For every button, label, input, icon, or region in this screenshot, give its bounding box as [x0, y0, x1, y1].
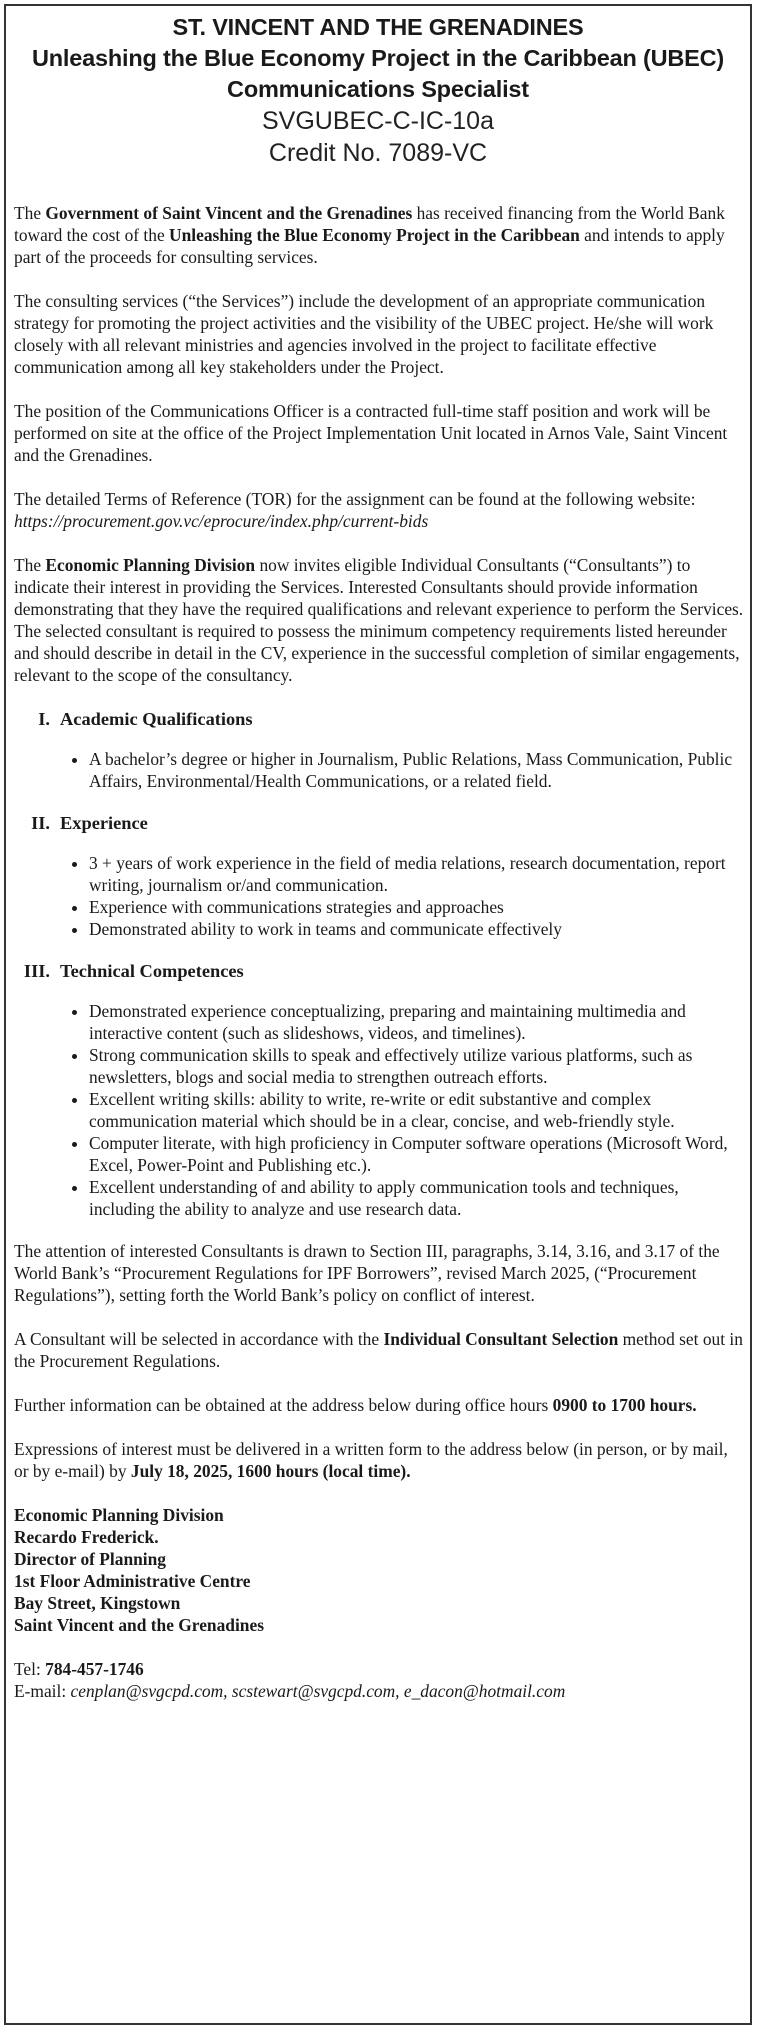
office-hours-paragraph: Further information can be obtained at the address below during office hours 0900 to 1700 hours. [14, 1395, 697, 1415]
position-paragraph: The position of the Communications Officer is a contracted full-time staff position and work will be performed on site at the office of the Project Implementation Unit located in Arnos Vale, Saint Vincent and the Grenadines. [14, 401, 728, 465]
list-item: • 3 + years of work experience in the field of media relations, research documentation, report writing, journalism or/and communication. [89, 852, 746, 896]
deadline: July 18, 2025, 1600 hours (local time). [130, 1461, 411, 1481]
email-line: E-mail: cenplan@svgcpd.com, scstewart@svgcpd.com, e_dacon@hotmail.com [14, 1681, 566, 1701]
address-line: 1st Floor Administrative Centre [14, 1571, 251, 1591]
list-item: • Excellent understanding of and ability to apply communication tools and techniques, including the ability to analyze and use research data. [89, 1176, 746, 1220]
list-item: • Experience with communications strategies and approaches [89, 896, 746, 918]
address-line: Economic Planning Division [14, 1505, 224, 1525]
list-item: • Strong communication skills to speak and effectively utilize various platforms, such as newsletters, blogs and social media to strengthen outreach efforts. [89, 1044, 746, 1088]
competence-list [14, 1000, 746, 1220]
conflict-paragraph: The attention of interested Consultants is drawn to Section III, paragraphs, 3.14, 3.16, and 3.17 of the World Bank’s “Procurement Regulations for IPF Borrowers”, revised March 2025, (“Procurement Regulations”), setting forth the World Bank’s policy on conflict of interest. [14, 1241, 720, 1305]
body-content [10, 202, 750, 1702]
intro-paragraph: The Government of Saint Vincent and the Grenadines has received financing from the World Bank toward the cost of the Unleashing the Blue Economy Project in the Caribbean and intends to apply part of the proceeds for consulting services. [14, 203, 725, 267]
address-line: Director of Planning [14, 1549, 166, 1569]
section-heading: II. Experience [31, 813, 148, 833]
header [6, 6, 750, 169]
reference-number: SVGUBEC-C-IC-10a [262, 107, 494, 135]
advertisement-frame [4, 4, 752, 2025]
address-block [14, 1504, 746, 1636]
list-item: • Demonstrated ability to work in teams and communicate effectively [89, 918, 746, 940]
section-technical [14, 960, 746, 1220]
section-academic [14, 708, 746, 792]
services-paragraph: The consulting services (“the Services”) include the development of an appropriate communication strategy for promoting the project activities and the visibility of the UBEC project. He/she will work closely with all relevant ministries and agencies involved in the project to facilitate effective communication among all key stakeholders under the Project. [14, 291, 714, 377]
email-addresses[interactable]: cenplan@svgcpd.com, scstewart@svgcpd.com, e_dacon@hotmail.com [70, 1681, 566, 1701]
address-line: Bay Street, Kingstown [14, 1593, 181, 1613]
invitation-paragraph: The Economic Planning Division now invites eligible Individual Consultants (“Consultants”) to indicate their interest in providing the Services. Interested Consultants should provide information demonstrating that they have the required qualifications and relevant experience to perform the Services. The selected consultant is required to possess the minimum competency requirements listed hereunder and should describe in detail in the CV, experience in the successful completion of similar engagements, relevant to the scope of the consultancy. [14, 555, 744, 685]
selection-paragraph: A Consultant will be selected in accordance with the Individual Consultant Selection method set out in the Procurement Regulations. [14, 1329, 743, 1371]
section-heading: III. Technical Competences [23, 961, 244, 981]
list-item: • Excellent writing skills: ability to write, re-write or edit substantive and complex communication material which should be in a clear, concise, and web-friendly style. [89, 1088, 746, 1132]
list-item: • Demonstrated experience conceptualizing, preparing and maintaining multimedia and interactive content (such as slideshows, videos, and timelines). [89, 1000, 746, 1044]
address-line: Saint Vincent and the Grenadines [14, 1615, 264, 1635]
contact-block [14, 1658, 746, 1702]
selection-method: Individual Consultant Selection [383, 1329, 619, 1349]
tor-link[interactable]: https://procurement.gov.vc/eprocure/index.php/current-bids [14, 511, 429, 531]
experience-list [14, 852, 746, 940]
section-heading: I. Academic Qualifications [38, 709, 253, 729]
list-item: • Computer literate, with high proficiency in Computer software operations (Microsoft Word, Excel, Power-Point and Publishing etc.). [89, 1132, 746, 1176]
position-title: Communications Specialist [227, 76, 529, 102]
deadline-paragraph: Expressions of interest must be delivered in a written form to the address below (in person, or by mail, or by e-mail) by July 18, 2025, 1600 hours (local time). [14, 1439, 728, 1481]
office-hours: 0900 to 1700 hours. [552, 1395, 697, 1415]
division-name: Economic Planning Division [45, 555, 256, 575]
government-name: Government of Saint Vincent and the Grenadines [45, 203, 413, 223]
qualification-list [14, 748, 746, 792]
telephone-line: Tel: 784-457-1746 [14, 1659, 144, 1679]
section-experience [14, 812, 746, 940]
address-line: Recardo Frederick. [14, 1527, 159, 1547]
project-name: Unleashing the Blue Economy Project in the Caribbean [169, 225, 580, 245]
project-title: Unleashing the Blue Economy Project in the Caribbean (UBEC) [32, 45, 724, 71]
list-item: • A bachelor’s degree or higher in Journalism, Public Relations, Mass Communication, Public Affairs, Environmental/Health Communications, or a related field. [89, 748, 746, 792]
credit-number: Credit No. 7089-VC [268, 139, 488, 167]
telephone-number[interactable]: 784-457-1746 [45, 1659, 144, 1679]
tor-paragraph: The detailed Terms of Reference (TOR) for the assignment can be found at the following website: https://procurement.gov.vc/eprocure/index.php/current-bids [14, 489, 696, 531]
country-title: ST. VINCENT AND THE GRENADINES [172, 14, 584, 40]
